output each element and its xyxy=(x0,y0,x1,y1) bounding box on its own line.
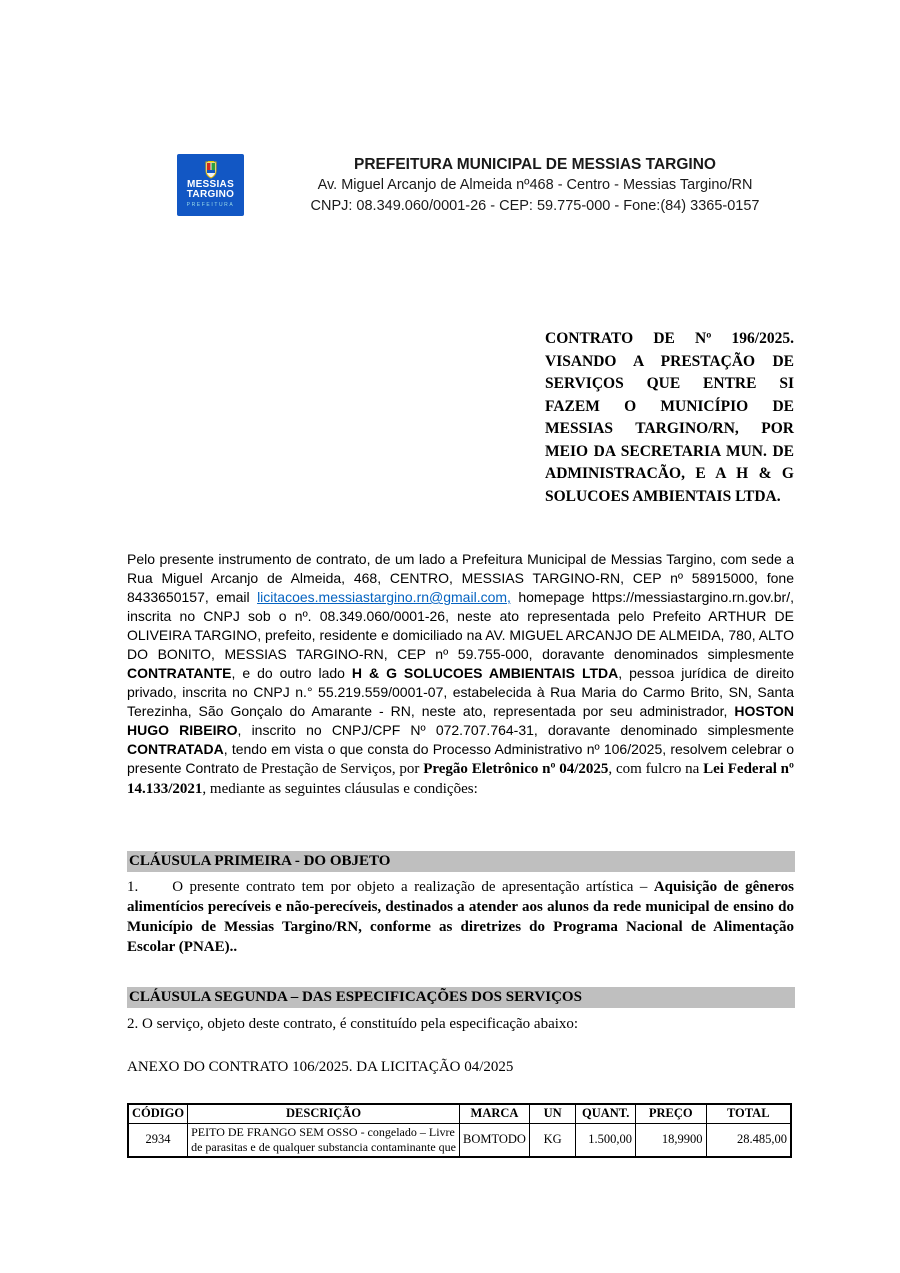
cell-codigo: 2934 xyxy=(128,1123,188,1157)
col-header-marca: MARCA xyxy=(459,1104,529,1123)
items-table xyxy=(127,1103,792,1158)
preamble-text: Pelo presente instrumento de contrato, de um lado a Prefeitura Municipal de Messias Targino, com sede a Rua Miguel Arcanjo de Almeida, 468, CENTRO, MESSIAS TARGINO-RN, CEP nº 58915000, fone 8433650157, email xyxy=(127,551,794,605)
letterhead xyxy=(260,155,810,216)
preamble-text: , mediante as seguintes cláusulas e condições: xyxy=(202,781,478,797)
preamble-text: , e do outro lado xyxy=(231,665,352,681)
company-name-bold: H & G SOLUCOES AMBIENTAIS LTDA xyxy=(351,665,619,681)
contract-heading-block: CONTRATO DE Nº 196/2025. VISANDO A PRESTAÇÃO DE SERVIÇOS QUE ENTRE SI FAZEM O MUNICÍPIO DE MESSIAS TARGINO/RN, POR MEIO DA SECRETARIA MUN. DE ADMINISTRACÃO, E A H & G SOLUCOES AMBIENTAIS LTDA. xyxy=(545,330,794,505)
cell-marca: BOMTODO xyxy=(459,1123,529,1157)
items-table-header-row xyxy=(128,1104,791,1123)
email-link[interactable]: licitacoes.messiastargino.rn@gmail.com, xyxy=(257,589,511,605)
preamble-text: de Prestação de Serviços, por xyxy=(243,761,424,777)
cell-total: 28.485,00 xyxy=(706,1123,791,1157)
city-crest-icon xyxy=(203,161,219,179)
clause-1-text: O presente contrato tem por objeto a realização de apresentação artística – xyxy=(172,879,654,895)
administrator-name-bold: HOSTON HUGO RIBEIRO xyxy=(127,703,794,738)
logo-line-targino: TARGINO xyxy=(186,189,235,200)
preamble-paragraph xyxy=(127,550,794,799)
pregao-bold: Pregão Eletrônico nº 04/2025 xyxy=(423,761,609,777)
clause-1-heading: CLÁUSULA PRIMEIRA - DO OBJETO xyxy=(127,851,795,872)
preamble-text: , inscrito no CNPJ/CPF Nº 072.707.764-31, doravante denominado simplesmente xyxy=(237,722,794,738)
municipality-logo xyxy=(177,154,244,216)
clause-2-paragraph: 2. O serviço, objeto deste contrato, é constituído pela especificação abaixo: xyxy=(127,1016,579,1032)
col-header-total: TOTAL xyxy=(706,1104,791,1123)
clause-2-heading: CLÁUSULA SEGUNDA – DAS ESPECIFICAÇÕES DOS SERVIÇOS xyxy=(127,987,795,1008)
clause-1-object-bold: Aquisição de gêneros alimentícios perecíveis e não-perecíveis, destinados a atender aos alunos da rede municipal de ensino do Município de Messias Targino/RN, conforme as diretrizes do Programa Nacional de Alimentação Escolar (PNAE).. xyxy=(127,879,794,955)
cell-descricao: PEITO DE FRANGO SEM OSSO - congelado – Livre de parasitas e de qualquer substancia contaminante que xyxy=(188,1123,460,1157)
cell-quant: 1.500,00 xyxy=(576,1123,636,1157)
col-header-preco: PREÇO xyxy=(635,1104,706,1123)
letterhead-cnpj: CNPJ: 08.349.060/0001-26 - CEP: 59.775-000 - Fone:(84) 3365-0157 xyxy=(310,197,760,214)
cell-preco: 18,9900 xyxy=(635,1123,706,1157)
col-header-codigo: CÓDIGO xyxy=(128,1104,188,1123)
letterhead-address: Av. Miguel Arcanjo de Almeida nº468 - Centro - Messias Targino/RN xyxy=(317,177,753,193)
contratada-bold: CONTRATADA xyxy=(127,741,224,757)
col-header-descricao: DESCRIÇÃO xyxy=(188,1104,460,1123)
col-header-un: UN xyxy=(529,1104,575,1123)
annex-line: ANEXO DO CONTRATO 106/2025. DA LICITAÇÃO 04/2025 xyxy=(127,1059,514,1075)
preamble-text: homepage https://messiastargino.rn.gov.br/, inscrita no CNPJ sob o nº. 08.349.060/0001-26, neste ato representada pelo Prefeito ARTHUR DE OLIVEIRA TARGINO, prefeito, residente e domiciliado na AV. MIGUEL ARCANJO DE ALMEIDA, 780, ALTO DO BONITO, MESSIAS TARGINO-RN, CEP nº 59.755-000, doravante denominados simplesmente xyxy=(127,589,794,662)
logo-line-prefeitura: PREFEITURA xyxy=(186,202,235,208)
table-row xyxy=(128,1123,791,1157)
cell-un: KG xyxy=(529,1123,575,1157)
clause-1-paragraph xyxy=(127,877,794,957)
contratante-bold: CONTRATANTE xyxy=(127,665,232,681)
preamble-text: , com fulcro na xyxy=(608,761,704,777)
clause-1-number: 1. xyxy=(127,879,139,895)
letterhead-title: PREFEITURA MUNICIPAL DE MESSIAS TARGINO xyxy=(354,156,716,173)
preamble-text: , pessoa jurídica de direito privado, inscrita no CNPJ n.° 55.219.559/0001-07, estabelecida à Rua Maria do Carmo Brito, SN, Santa Terezinha, São Gonçalo do Amarante - RN, neste ato, representada por seu administrador, xyxy=(127,665,794,719)
lei-federal-bold: Lei Federal nº 14.133/2021 xyxy=(127,761,794,797)
logo-line-messias: MESSIAS xyxy=(186,179,235,190)
preamble-text: , tendo em vista o que consta do Processo Administrativo nº 106/2025, resolvem celebrar o presente Contrato xyxy=(127,741,794,776)
col-header-quant: QUANT. xyxy=(576,1104,636,1123)
